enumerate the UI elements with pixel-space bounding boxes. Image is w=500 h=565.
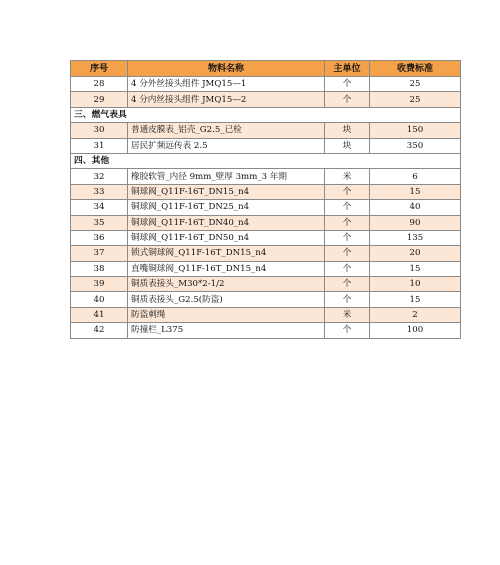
unit: 米 [325,307,370,322]
material-name: 铜球阀_Q11F-16T_DN15_n4 [128,184,325,199]
row-number: 29 [71,92,128,107]
fee-schedule-sheet [70,60,432,339]
row-number: 37 [71,246,128,261]
unit: 个 [325,184,370,199]
row-number: 41 [71,307,128,322]
unit: 个 [325,215,370,230]
unit: 个 [325,77,370,92]
fee-table [70,60,461,339]
table-row [71,261,461,276]
row-number: 40 [71,292,128,307]
fee-standard: 2 [370,307,461,322]
material-name: 4 分外丝接头组件 JMQ15—1 [128,77,325,92]
material-name: 铜质表接头_G2.5(防盗) [128,292,325,307]
material-name: 防撞栏_L375 [128,323,325,338]
row-number: 34 [71,200,128,215]
fee-standard: 25 [370,77,461,92]
row-number: 38 [71,261,128,276]
material-name: 铜球阀_Q11F-16T_DN25_n4 [128,200,325,215]
row-number: 30 [71,123,128,138]
row-number: 35 [71,215,128,230]
material-name: 铜球阀_Q11F-16T_DN50_n4 [128,230,325,245]
material-name: 4 分内丝接头组件 JMQ15—2 [128,92,325,107]
fee-standard: 135 [370,230,461,245]
material-name: 橡胶软管_内径 9mm_壁厚 3mm_3 年期 [128,169,325,184]
fee-standard: 15 [370,292,461,307]
fee-standard: 6 [370,169,461,184]
row-number: 33 [71,184,128,199]
material-name: 居民扩频远传表 2.5 [128,138,325,153]
fee-standard: 90 [370,215,461,230]
fee-standard: 100 [370,323,461,338]
unit: 块 [325,123,370,138]
table-row [71,215,461,230]
material-name: 铜球阀_Q11F-16T_DN40_n4 [128,215,325,230]
table-row [71,123,461,138]
fee-standard: 10 [370,277,461,292]
fee-standard: 20 [370,246,461,261]
section-row [71,107,461,122]
table-body [71,77,461,339]
unit: 米 [325,169,370,184]
table-row [71,92,461,107]
table-row [71,277,461,292]
fee-standard: 350 [370,138,461,153]
unit: 个 [325,323,370,338]
table-row [71,292,461,307]
material-name: 铜质表接头_M30*2-1/2 [128,277,325,292]
fee-standard: 150 [370,123,461,138]
header-unit: 主单位 [325,61,370,77]
unit: 个 [325,246,370,261]
unit: 个 [325,292,370,307]
row-number: 36 [71,230,128,245]
material-name: 普通皮膜表_铝壳_G2.5_已检 [128,123,325,138]
section-row [71,153,461,168]
table-row [71,230,461,245]
header-fee: 收费标准 [370,61,461,77]
fee-standard: 15 [370,261,461,276]
row-number: 42 [71,323,128,338]
material-name: 锁式铜球阀_Q11F-16T_DN15_n4 [128,246,325,261]
row-number: 39 [71,277,128,292]
material-name: 直嘴铜球阀_Q11F-16T_DN15_n4 [128,261,325,276]
table-row [71,184,461,199]
unit: 个 [325,230,370,245]
unit: 个 [325,261,370,276]
table-row [71,138,461,153]
header-name: 物料名称 [128,61,325,77]
fee-standard: 15 [370,184,461,199]
fee-standard: 25 [370,92,461,107]
section-title: 四、其他 [71,153,461,168]
table-row [71,77,461,92]
unit: 块 [325,138,370,153]
table-row [71,307,461,322]
unit: 个 [325,200,370,215]
table-row [71,169,461,184]
table-row [71,200,461,215]
unit: 个 [325,277,370,292]
section-title: 三、燃气表具 [71,107,461,122]
table-row [71,246,461,261]
table-row [71,323,461,338]
row-number: 28 [71,77,128,92]
header-row [71,61,461,77]
row-number: 31 [71,138,128,153]
unit: 个 [325,92,370,107]
header-no: 序号 [71,61,128,77]
row-number: 32 [71,169,128,184]
material-name: 防盗刺绳 [128,307,325,322]
fee-standard: 40 [370,200,461,215]
